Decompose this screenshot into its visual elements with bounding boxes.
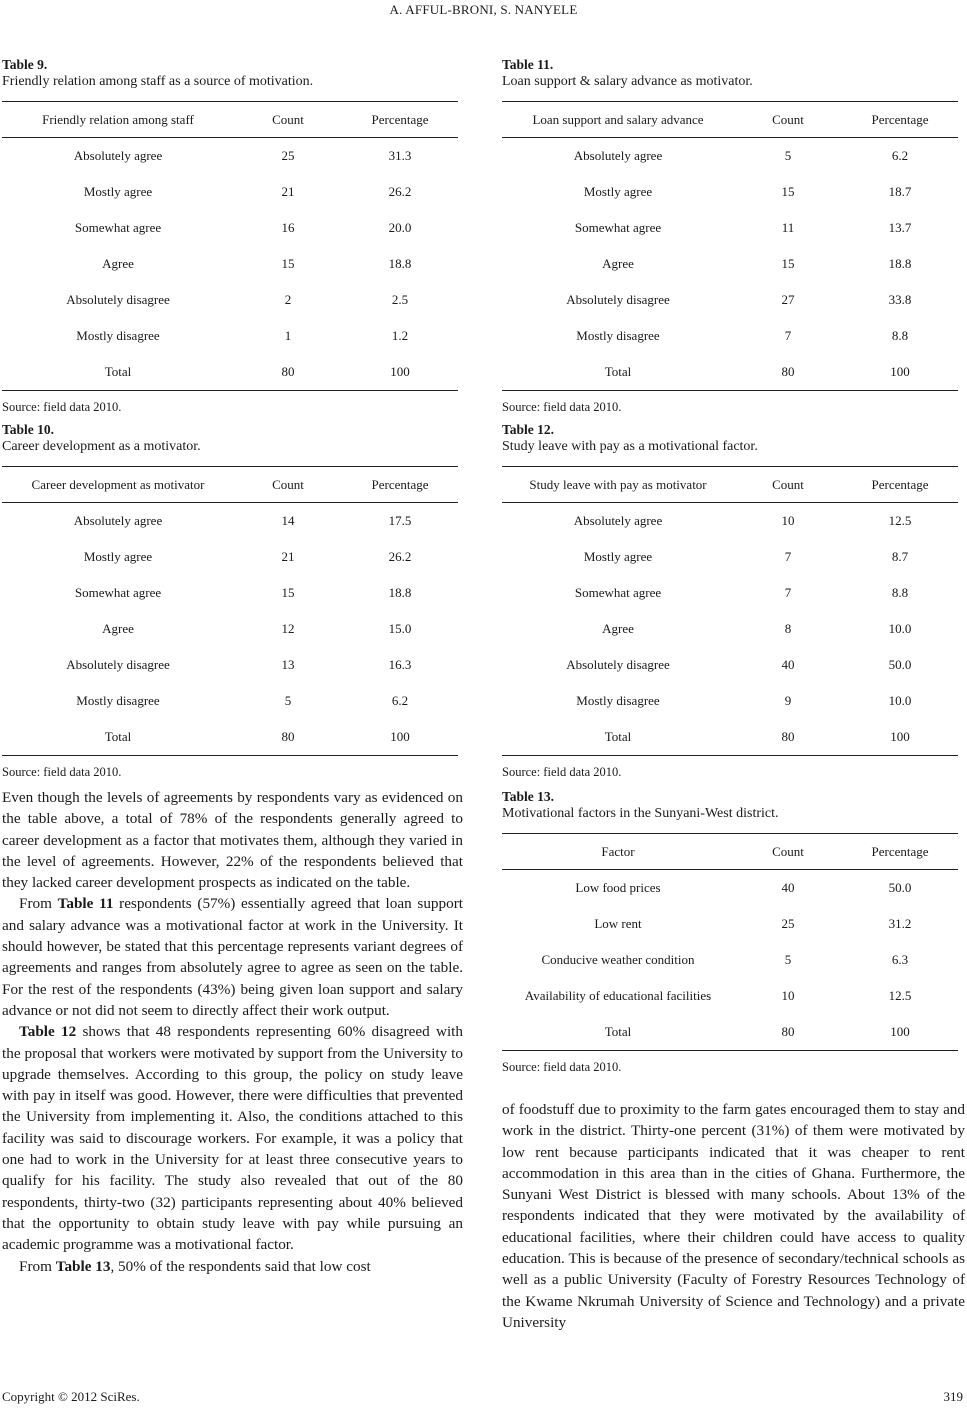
column-header: Count [234,467,342,503]
table-cell: 15 [781,184,795,199]
table-number: Table 11. [502,57,554,72]
column-header: Percentage [842,834,958,870]
table-row [2,318,458,354]
table-cell: Total [2,354,234,391]
table-cell: 6.2 [891,148,909,163]
table-cell: 17.5 [388,513,412,528]
table-row [502,978,958,1014]
text-span: From [19,895,58,913]
table-cell: 16.3 [388,657,412,672]
table-cell: 20.0 [388,220,412,235]
column-header: Percentage [342,467,458,503]
table-cell: 12.5 [888,513,912,528]
table-cell: 15 [281,256,295,271]
table-cell: 80 [234,354,342,391]
table-cell: 18.8 [888,256,912,271]
table-cell: 40 [781,657,795,672]
table-row [2,354,458,391]
table-cell: 100 [842,719,958,756]
table-cell: 15.0 [388,621,412,636]
text-span: From [19,1257,56,1275]
table-number: Table 12. [502,422,555,437]
column-header: Percentage [842,102,958,138]
right-body-text [502,1099,965,1333]
data-table [502,466,958,756]
table-source-note: Source: field data 2010. [502,1060,622,1074]
table-cell: Somewhat agree [574,585,662,600]
table-cell: 25 [781,916,795,931]
table-12-block [502,422,960,780]
table-source-note: Source: field data 2010. [2,765,122,779]
table-cell: 50.0 [888,880,912,895]
table-cell: 31.2 [888,916,912,931]
table-cell: 27 [781,292,795,307]
table-cell: 1.2 [391,328,409,343]
table-cell: 31.3 [388,148,412,163]
table-cell: 16 [281,220,295,235]
table-header-row [2,102,458,138]
table-row [502,1014,958,1051]
table-13-block [502,789,960,1075]
table-cell: Absolutely agree [73,513,163,528]
table-row [502,282,958,318]
table-row [502,611,958,647]
table-row [502,719,958,756]
table-cell: 100 [342,354,458,391]
table-row [502,246,958,282]
table-cell: Mostly agree [583,184,653,199]
text-span: respondents (57%) essentially agreed that loan support and salary advance was a motivational factor at work in the University. It should however, be stated that this percentage represents variant degrees of agreements and ranges from absolutely agree to agree as seen on the table. For the rest of the respondents (43%) being given loan support and salary advance or not did not seem to directly affect their work output. [2,895,463,1019]
paragraph: of foodstuff due to proximity to the farm gates encouraged them to stay and work in the district. Thirty-one percent (31%) of them were motivated by low rent because participants indicated that it was cheaper to rent accommodation in this area than in the cities of Ghana. Furthermore, the Sunyani West District is blessed with many schools. About 13% of the respondents indicated that they were motivated by the availability of educational facilities, where their children could have access to quality education. This is because of the presence of secondary/technical schools as well as a public University (Faculty of Forestry Resources Technology of the Kwame Nkrumah University of Science and Technology) and a private University [502,1101,965,1331]
table-cell: Agree [102,621,134,636]
text-span: shows that 48 respondents representing 60% disagreed with the proposal that workers were motivated by support from the University to upgrade themselves. According to this group, the policy on study leave with pay in itself was good. However, there were difficulties that prevented the University from implementing it. Also, the conditions attached to this facility was said to discourage workers. For example, it was a policy that one had to work in the University for at least three consecutive years to qualify for his facility. The study also revealed that out of the 80 respondents, thirty-two (32) participants representing about 40% believed that the opportunity to obtain study leave with pay while pursuing an academic programme was a motivational factor. [2,1023,463,1254]
table-cell: Mostly agree [583,549,653,564]
table-row [2,611,458,647]
table-row [2,138,458,175]
table-row [502,318,958,354]
table-reference: Table 12 [19,1023,77,1041]
table-cell: 5 [784,148,792,163]
table-cell: 7 [784,585,792,600]
text-span: , 50% of the respondents said that low cost [110,1257,371,1275]
table-cell: 5 [784,952,792,967]
table-cell: 40 [781,880,795,895]
table-row [502,210,958,246]
table-cell: Low rent [594,916,642,931]
table-cell: 100 [842,1014,958,1051]
table-cell: 26.2 [388,549,412,564]
table-caption: Motivational factors in the Sunyani-West district. [502,806,779,821]
table-cell: Availability of educational facilities [524,988,712,1003]
table-cell: 13.7 [888,220,912,235]
table-cell: Absolutely disagree [566,292,670,307]
table-cell: 15 [781,256,795,271]
paragraph [2,893,463,1021]
table-row [502,138,958,175]
table-cell: Mostly disagree [576,328,660,343]
column-header: Count [734,467,842,503]
left-body-text [2,787,463,1277]
table-cell: 100 [842,354,958,391]
table-caption: Loan support & salary advance as motivator. [502,74,753,89]
table-cell: 100 [342,719,458,756]
table-cell: 33.8 [888,292,912,307]
table-row [502,174,958,210]
paragraph [2,1021,463,1255]
table-cell: Agree [602,256,634,271]
table-cell: 7 [784,549,792,564]
table-cell: Agree [602,621,634,636]
table-cell: 80 [734,719,842,756]
table-cell: Total [502,354,734,391]
table-cell: 6.3 [891,952,909,967]
column-header: Career development as motivator [2,467,234,503]
column-header: Count [734,102,842,138]
table-cell: 7 [784,328,792,343]
table-row [502,942,958,978]
table-row [2,683,458,719]
table-cell: 26.2 [388,184,412,199]
table-source-note: Source: field data 2010. [502,400,622,414]
table-cell: 8.8 [891,328,909,343]
table-source-note: Source: field data 2010. [2,400,122,414]
table-caption: Friendly relation among staff as a source of motivation. [2,74,314,89]
column-header: Count [234,102,342,138]
table-cell: 5 [284,693,292,708]
table-row [2,539,458,575]
table-cell: Low food prices [575,880,661,895]
table-cell: 1 [284,328,292,343]
column-header: Percentage [342,102,458,138]
table-row [2,719,458,756]
table-source-note: Source: field data 2010. [502,765,622,779]
table-cell: Total [2,719,234,756]
table-cell: Somewhat agree [74,585,162,600]
data-table [2,101,458,391]
table-cell: Mostly disagree [576,693,660,708]
table-cell: Mostly agree [83,184,153,199]
table-row [2,282,458,318]
table-cell: 15 [281,585,295,600]
table-cell: Somewhat agree [574,220,662,235]
table-cell: 9 [784,693,792,708]
column-header: Count [734,834,842,870]
table-cell: 2 [284,292,292,307]
column-header: Study leave with pay as motivator [502,467,734,503]
table-cell: Somewhat agree [74,220,162,235]
table-row [502,354,958,391]
table-row [502,683,958,719]
table-cell: 14 [281,513,295,528]
table-cell: Total [502,1014,734,1051]
table-cell: 2.5 [391,292,409,307]
table-cell: 11 [781,220,795,235]
table-cell: 18.8 [388,256,412,271]
table-cell: Absolutely agree [73,148,163,163]
table-cell: 80 [234,719,342,756]
table-cell: 80 [734,354,842,391]
paragraph: Even though the levels of agreements by respondents vary as evidenced on the table above, a total of 78% of the respondents generally agreed to career development as a factor that motivates them, although they varied in the level of agreements. However, 22% of the respondents believed that they lacked career development prospects as indicated on the table. [2,789,463,892]
table-cell: Total [502,719,734,756]
table-number: Table 10. [2,422,55,437]
table-cell: Conducive weather condition [541,952,695,967]
table-cell: 12 [281,621,295,636]
table-cell: 8.8 [891,585,909,600]
table-row [502,539,958,575]
table-reference: Table 13 [55,1257,111,1275]
data-table [502,101,958,391]
table-cell: 18.7 [888,184,912,199]
column-header: Friendly relation among staff [2,102,234,138]
table-caption: Study leave with pay as a motivational factor. [502,439,758,454]
table-header-row [2,467,458,503]
table-header-row [502,467,958,503]
column-header: Loan support and salary advance [502,102,734,138]
table-row [2,174,458,210]
table-row [2,647,458,683]
table-cell: 10 [781,513,795,528]
table-header-row [502,834,958,870]
table-cell: 6.2 [391,693,409,708]
table-cell: 10.0 [888,693,912,708]
column-header: Factor [502,834,734,870]
table-11-block [502,57,960,415]
table-cell: Absolutely disagree [566,657,670,672]
table-row [502,575,958,611]
paragraph [2,1256,463,1277]
table-cell: 80 [734,1014,842,1051]
table-number: Table 9. [2,57,48,72]
table-cell: Mostly agree [83,549,153,564]
table-row [2,575,458,611]
table-header-row [502,102,958,138]
table-cell: Mostly disagree [76,693,160,708]
table-cell: Mostly disagree [76,328,160,343]
table-row [502,647,958,683]
table-cell: Absolutely agree [573,148,663,163]
table-cell: 12.5 [888,988,912,1003]
table-cell: 18.8 [388,585,412,600]
page-number: 319 [943,1389,963,1404]
table-row [2,210,458,246]
table-cell: 13 [281,657,295,672]
table-cell: 21 [281,549,295,564]
table-cell: 25 [281,148,295,163]
table-row [2,246,458,282]
table-cell: Absolutely disagree [66,292,170,307]
table-10-block [2,422,460,780]
table-cell: Absolutely disagree [66,657,170,672]
table-row [502,503,958,540]
table-cell: 10.0 [888,621,912,636]
table-cell: 8.7 [891,549,909,564]
table-caption: Career development as a motivator. [2,439,201,454]
copyright-notice: Copyright © 2012 SciRes. [2,1389,140,1404]
table-9-block [2,57,460,415]
table-reference: Table 11 [57,895,114,913]
table-cell: Agree [102,256,134,271]
table-cell: 10 [781,988,795,1003]
table-row [502,870,958,907]
table-cell: 21 [281,184,295,199]
data-table [2,466,458,756]
column-header: Percentage [842,467,958,503]
table-number: Table 13. [502,789,555,804]
table-row [2,503,458,540]
table-cell: Absolutely agree [573,513,663,528]
table-cell: 8 [784,621,792,636]
running-head: A. AFFUL-BRONI, S. NANYELE [389,2,578,17]
data-table [502,833,958,1051]
table-row [502,906,958,942]
table-cell: 50.0 [888,657,912,672]
